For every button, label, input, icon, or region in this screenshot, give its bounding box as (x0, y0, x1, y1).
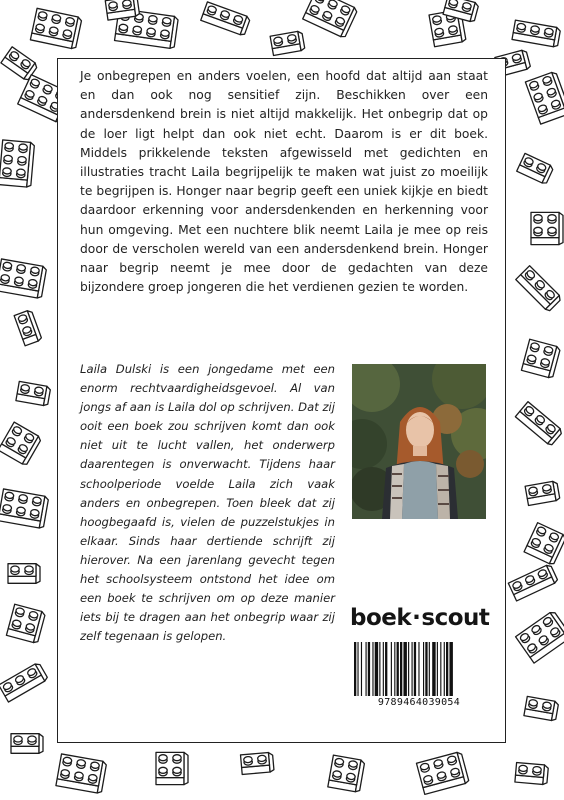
lego-brick (30, 8, 82, 49)
lego-brick (515, 402, 563, 447)
lego-brick (156, 752, 188, 784)
lego-brick (521, 339, 560, 378)
lego-brick (525, 71, 564, 124)
lego-brick (270, 31, 305, 56)
lego-brick (0, 422, 42, 466)
lego-brick (508, 564, 558, 601)
lego-brick (0, 140, 35, 187)
lego-brick (328, 755, 365, 792)
lego-brick (516, 610, 564, 663)
lego-brick (516, 266, 562, 312)
lego-brick (6, 604, 45, 643)
author-photo (352, 364, 486, 519)
lego-brick (524, 696, 559, 721)
book-blurb: Je onbegrepen en anders voelen, een hoofd dat altijd aan staat en dan ook nog sensitief zijn. Beschikken over een andersdenkend brein is niet altijd makkelijk. Het onbegrip dat op de loer ligt helpt dan ook niet echt. Daarom is er dit boek. Middels prikkelende teksten afgewisseld met gedichten en illustraties tracht Laila begrijpelijk te maken wat juist zo moeilijk te begrijpen is. Honger naar begrip geeft een uniek kijkje en biedt daardoor erkenning voor andersdenkenden en herkenning voor hun omgeving. Met een nuchtere blik neemt Laila je mee op reis door de verscholen wereld van een andersdenkend brein. Honger naar begrip neemt je mee door de gedachten van deze bijzondere groep jongeren die het verdienen gezien te worden. (80, 69, 488, 295)
lego-brick (0, 259, 47, 299)
isbn-barcode (352, 642, 486, 714)
logo-dot: · (412, 605, 421, 631)
lego-brick (16, 381, 51, 406)
publisher-logo (350, 605, 490, 631)
logo-text-part2: scout (421, 605, 490, 631)
lego-brick (524, 523, 564, 566)
lego-brick (531, 212, 563, 244)
lego-brick (11, 734, 43, 754)
lego-brick (241, 752, 275, 774)
author-bio: Laila Dulski is een jongedame met een enorm rechtvaardigheidsgevoel. Al van jongs af aan is Laila dol op schrijven. Dat zij ooit een boek zou schrijven komt dan ook niet uit te lucht vallen, het onderwerp daarentegen is onverwacht. Tijdens haar schoolperiode voelde Laila zich vaak anders en onbegrepen. Toen bleek dat zij hoogbegaafd is, vielen de puzzelstukjes in elkaar. Sinds haar dertiende schrijft zij hierover. Na een jarenlang gevecht tegen het schoolsysteem ontstond het idee om een boek te schrijven om op deze manier iets bij te dragen aan het onbegrip waar zij zelf tegenaan is gelopen. (80, 362, 335, 644)
lego-brick (0, 662, 48, 702)
lego-brick (512, 20, 561, 47)
lego-brick (517, 153, 554, 184)
lego-brick (8, 564, 40, 584)
lego-brick (416, 751, 469, 794)
lego-brick (56, 754, 107, 794)
barcode-bars (352, 642, 486, 696)
text-panel (57, 58, 506, 743)
lego-brick (0, 489, 49, 529)
lego-brick (201, 2, 251, 36)
lego-brick (515, 763, 549, 785)
lego-brick (14, 309, 42, 345)
isbn-number: 9789464039054 (377, 697, 461, 708)
lego-brick (525, 481, 560, 506)
logo-text-part1: boek (350, 605, 412, 631)
lego-brick (303, 0, 358, 38)
